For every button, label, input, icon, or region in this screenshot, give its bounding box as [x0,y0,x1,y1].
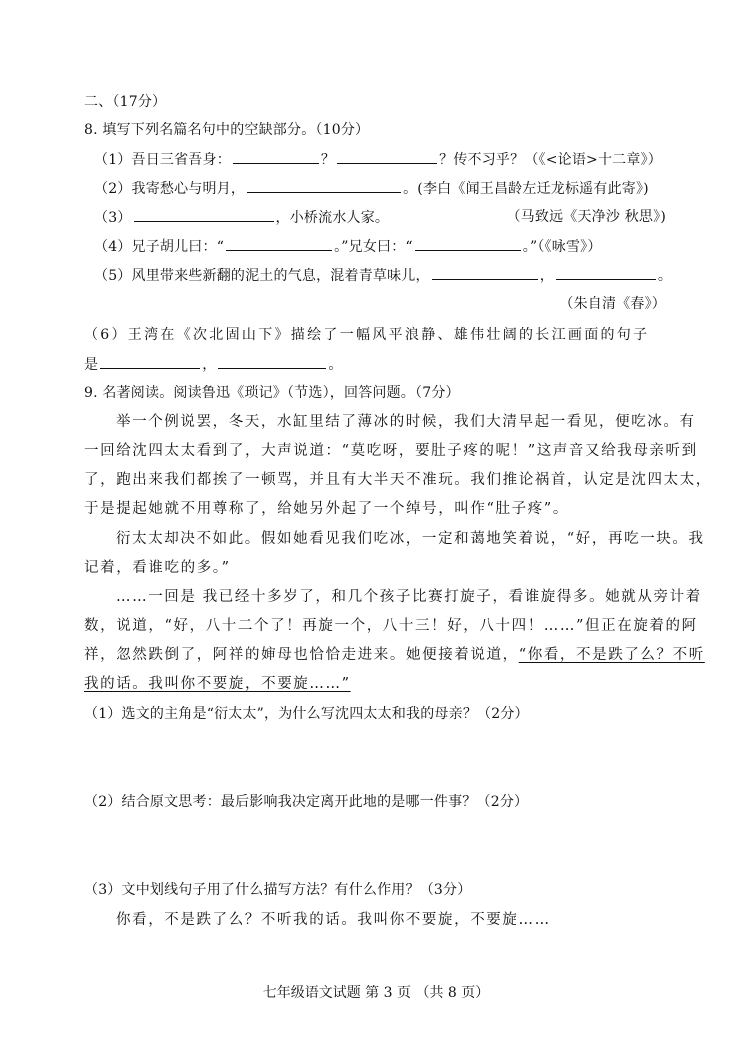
q8-l2-text-b: 。(李白《闻王昌龄左迁龙标遥有此寄》) [403,181,649,197]
q8-l6-text-c: ， [202,357,217,373]
q9-sub-question-2: （2）结合原文思考：最后影响我决定离开此地的是哪一件事？（2分） [84,794,529,810]
q8-blank-7[interactable] [432,265,538,280]
q9-sub-question-3: （3）文中划线句子用了什么描写方法？有什么作用？（3分） [84,882,472,898]
q8-l4-text-c: 。”（《咏雪》） [522,239,602,255]
q9-sub-question-1: （1）选文的主角是“衍太太”，为什么写沈四太太和我的母亲？（2分） [84,706,529,722]
q8-l2-text-a: （2）我寄愁心与明月， [94,181,246,197]
q8-blank-9[interactable] [100,354,200,369]
q8-line-5 [94,265,672,286]
q8-line-3 [94,207,389,228]
q8-l4-text-b: 。”兄女曰：“ [334,239,413,255]
q8-l6-text-b: 是 [84,357,99,373]
q8-line-1 [94,149,662,170]
q8-l5-source: （朱自清《春》） [559,296,666,312]
underlined-sentence-part-1: “你看，不是跌了么？不听 [518,647,705,663]
passage-p1-line-3: 了，跑出来我们都挨了一顿骂，并且有大半天不准玩。我们推论祸首，认定是沈四太太， [84,472,712,488]
q8-blank-10[interactable] [218,354,326,369]
passage-p3-line-4 [84,674,351,694]
q8-l3-text-b: ，小桥流水人家。 [275,210,390,226]
q8-blank-8[interactable] [556,265,656,280]
section-heading: 二、（17分） [84,94,167,110]
passage-p1-line-2: 一回给沈四太太看到了，大声说道：“莫吃呀，要肚子疼的呢！”这声音又给我母亲听到 [84,443,698,459]
passage-p3-line-3-text: 祥，忽然跌倒了，阿祥的婶母也恰恰走进来。她便接着说道， [84,647,519,663]
q8-l3-source: （马致远《天净沙 秋思》) [506,209,666,225]
q8-l5-text-a: （5）风里带来些新翻的泥土的气息，混着青草味儿， [94,268,430,284]
q8-line-4 [94,236,602,257]
passage-p3-line-3 [84,645,705,665]
passage-p2-line-2: 记着，看谁吃的多。” [84,560,231,576]
q8-l1-text-c: ？传不习乎？（《<论语>十二章》） [439,152,662,168]
passage-p3-line-2: 数，说道，“好，八十二个了！再旋一个，八十三！好，八十四！……”但正在旋着的阿 [84,618,698,634]
q8-line-6b [84,354,343,375]
q8-blank-5[interactable] [226,236,332,251]
passage-p1-line-4: 于是提起她就不用尊称了，给她另外起了一个绰号，叫作“肚子疼”。 [84,501,569,517]
q8-line-2 [94,178,649,199]
q8-line-6a: （6）王湾在《次北固山下》描绘了一幅风平浪静、雄伟壮阔的长江画面的句子 [84,327,650,343]
passage-p1-line-1: 举一个例说罢，冬天，水缸里结了薄冰的时候，我们大清早起一看见，便吃冰。有 [116,414,696,430]
q8-l5-text-b: ， [539,268,554,284]
q9-title: 9. 名著阅读。阅读鲁迅《琐记》（节选），回答问题。（7分） [84,385,460,401]
passage-p3-line-1: ……一回是 我已经十多岁了，和几个孩子比赛打旋子，看谁旋得多。她就从旁计着 [116,589,702,605]
q8-l3-text-a: （3） [94,210,132,226]
q8-blank-2[interactable] [337,149,437,164]
page-footer: 七年级语文试题 第 3 页 （共 8 页） [262,985,490,1001]
q8-blank-4[interactable] [134,207,274,222]
q8-l4-text-a: （4）兄子胡儿曰：“ [94,239,225,255]
q8-l6-text-d: 。 [328,357,343,373]
q8-l1-text-a: （1）吾日三省吾身： [94,152,231,168]
q9-sub-question-3-quote: 你看，不是跌了么？不听我的话。我叫你不要旋，不要旋…… [116,912,551,928]
q8-title: 8. 填写下列名篇名句中的空缺部分。（10分） [84,122,370,138]
underlined-sentence-part-2: 我的话。我叫你不要旋，不要旋……” [84,676,351,692]
q8-blank-6[interactable] [415,236,521,251]
q8-blank-3[interactable] [247,178,401,193]
q8-l5-text-c: 。 [657,268,673,284]
q8-l1-text-b: ？ [320,152,336,168]
q8-blank-1[interactable] [233,149,319,164]
passage-p2-line-1: 衍太太却决不如此。假如她看见我们吃冰，一定和蔼地笑着说，“好，再吃一块。我 [116,531,705,547]
